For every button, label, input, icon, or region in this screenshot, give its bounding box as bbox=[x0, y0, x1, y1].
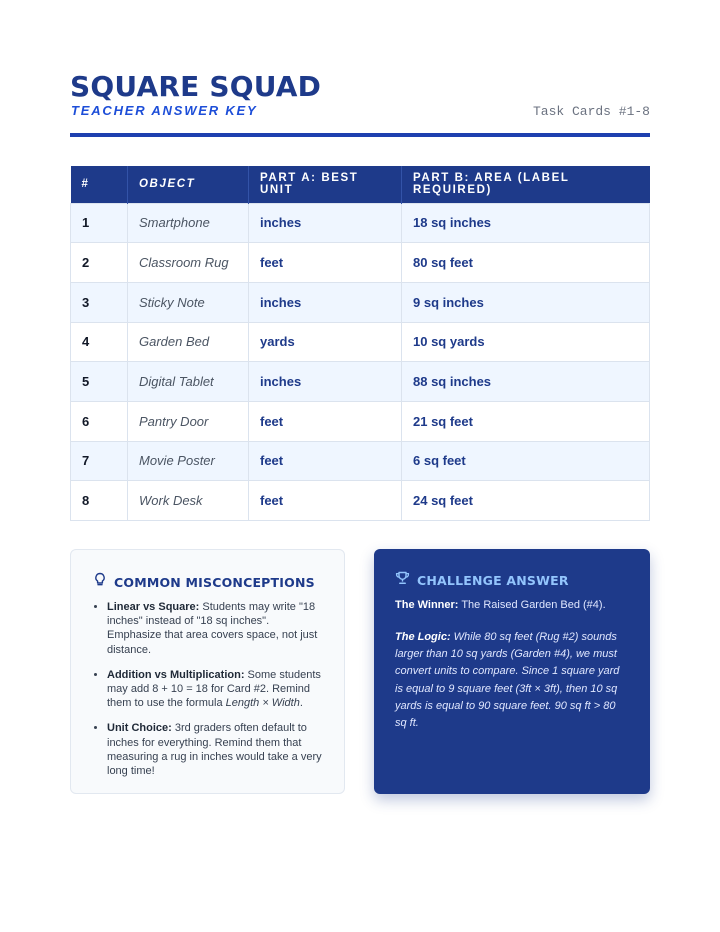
misconceptions-title: COMMON MISCONCEPTIONS bbox=[114, 574, 315, 590]
item-label: Unit Choice: bbox=[107, 722, 172, 735]
row-best-unit: feet bbox=[249, 441, 402, 481]
page-title: SQUARE SQUAD bbox=[70, 70, 322, 103]
item-label: Linear vs Square: bbox=[107, 601, 200, 613]
table-row bbox=[71, 282, 650, 322]
row-best-unit: inches bbox=[249, 362, 402, 402]
row-number: 6 bbox=[71, 401, 128, 441]
row-number: 4 bbox=[71, 322, 128, 362]
row-number: 8 bbox=[71, 481, 128, 521]
item-text-tail: . bbox=[299, 697, 303, 710]
challenge-header bbox=[395, 570, 629, 590]
logic-label: The Logic: bbox=[395, 631, 451, 643]
row-number: 3 bbox=[71, 282, 128, 322]
row-area: 80 sq feet bbox=[402, 243, 650, 283]
row-area: 6 sq feet bbox=[402, 441, 650, 481]
item-text: Some students may add 8 + 10 = 18 for Card #2. Remind them to use the formula bbox=[107, 668, 321, 710]
list-item bbox=[107, 600, 324, 657]
challenge-logic bbox=[395, 629, 629, 732]
row-object: Classroom Rug bbox=[128, 243, 249, 283]
row-object: Smartphone bbox=[128, 203, 249, 243]
row-number: 1 bbox=[71, 203, 128, 243]
winner-text: The Raised Garden Bed (#4). bbox=[458, 599, 606, 611]
item-text: Students may write "18 inches" instead of "18 sq inches". Emphasize that area covers space, not just distance. bbox=[107, 601, 318, 656]
answer-table bbox=[70, 166, 650, 521]
table-row bbox=[71, 441, 650, 481]
row-area: 10 sq yards bbox=[402, 322, 650, 362]
formula-text: Length × Width bbox=[225, 697, 300, 710]
lightbulb-icon bbox=[93, 572, 107, 592]
row-best-unit: yards bbox=[249, 322, 402, 362]
column-header-number: # bbox=[71, 166, 128, 203]
row-object: Pantry Door bbox=[128, 401, 249, 441]
row-object: Digital Tablet bbox=[128, 362, 249, 402]
row-best-unit: feet bbox=[249, 401, 402, 441]
winner-label: The Winner: bbox=[395, 599, 459, 611]
trophy-icon bbox=[395, 571, 410, 590]
table-row bbox=[71, 243, 650, 283]
misconceptions-list bbox=[93, 600, 324, 778]
list-item bbox=[107, 668, 324, 711]
table-row bbox=[71, 481, 650, 521]
row-object: Work Desk bbox=[128, 481, 249, 521]
row-object: Sticky Note bbox=[128, 282, 249, 322]
table-header-row bbox=[71, 166, 650, 203]
column-header-area: PART B: AREA (LABEL REQUIRED) bbox=[402, 166, 650, 203]
task-cards-label: Task Cards #1-8 bbox=[532, 104, 650, 119]
row-number: 5 bbox=[71, 362, 128, 402]
item-label: Addition vs Multiplication: bbox=[107, 668, 245, 681]
challenge-title: CHALLENGE ANSWER bbox=[417, 572, 569, 588]
table-row bbox=[71, 203, 650, 243]
row-object: Movie Poster bbox=[128, 441, 249, 481]
row-best-unit: feet bbox=[249, 243, 402, 283]
misconceptions-header bbox=[93, 572, 324, 592]
challenge-box bbox=[374, 549, 650, 794]
row-number: 2 bbox=[71, 243, 128, 283]
misconceptions-box bbox=[70, 549, 345, 794]
row-best-unit: inches bbox=[249, 203, 402, 243]
list-item bbox=[107, 721, 324, 778]
table-row bbox=[71, 362, 650, 402]
row-best-unit: inches bbox=[249, 282, 402, 322]
challenge-winner bbox=[395, 598, 629, 613]
row-area: 88 sq inches bbox=[402, 362, 650, 402]
table-row bbox=[71, 401, 650, 441]
logic-text: While 80 sq feet (Rug #2) sounds larger than 10 sq yards (Garden #4), we must convert units to compare. Since 1 square yard is equal to 9 square feet (3ft × 3ft), then 10 sq yards is equal to 90 square feet. 90 sq ft > 80 sq ft. bbox=[395, 631, 620, 730]
row-area: 18 sq inches bbox=[402, 203, 650, 243]
row-number: 7 bbox=[71, 441, 128, 481]
row-area: 24 sq feet bbox=[402, 481, 650, 521]
row-area: 9 sq inches bbox=[402, 282, 650, 322]
column-header-best-unit: PART A: BEST UNIT bbox=[249, 166, 402, 203]
item-text: 3rd graders often default to inches for everything. Remind them that measuring a rug in inches would take a very long time! bbox=[107, 722, 322, 778]
row-object: Garden Bed bbox=[128, 322, 249, 362]
header-divider bbox=[70, 133, 650, 137]
page-subtitle: TEACHER ANSWER KEY bbox=[71, 103, 258, 118]
row-area: 21 sq feet bbox=[402, 401, 650, 441]
table-row bbox=[71, 322, 650, 362]
column-header-object: OBJECT bbox=[128, 166, 249, 203]
row-best-unit: feet bbox=[249, 481, 402, 521]
